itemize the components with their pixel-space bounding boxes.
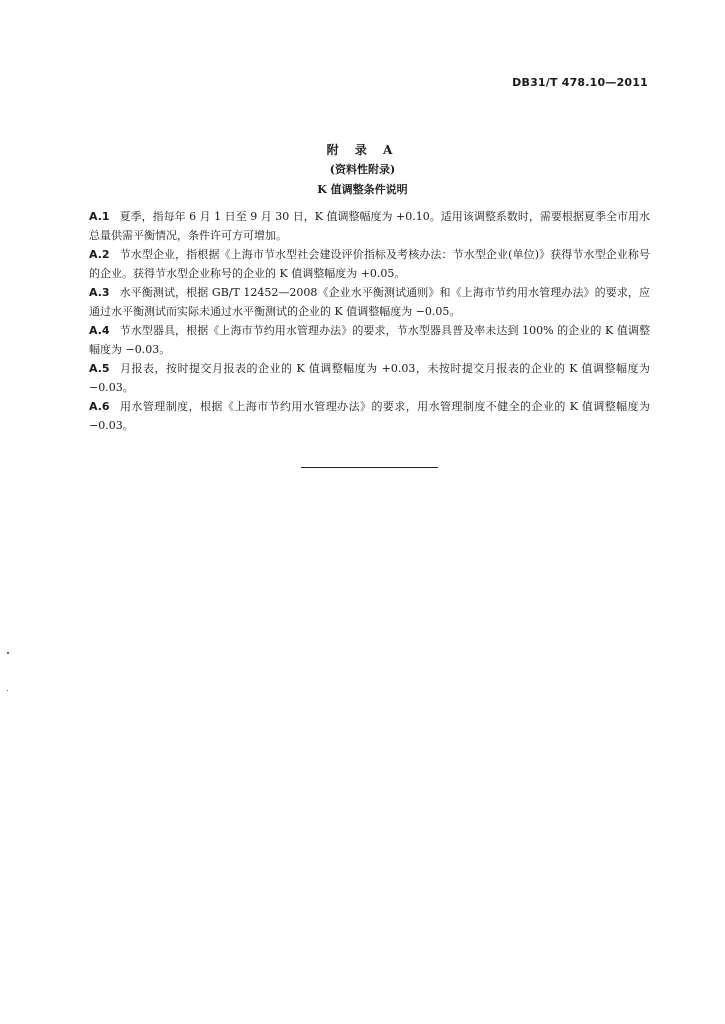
annex-title: 附 录 A [326,143,399,157]
clause-number: A.2 [89,248,110,261]
clause-number: A.4 [89,324,110,337]
clause-text: 节水型企业，指根据《上海市节水型社会建设评价指标及考核办法：节水型企业(单位)》获得节水型企业称号的企业。获得节水型企业称号的企业的 K 值调整幅度为 +0.05。 [89,248,650,280]
clause-a3 [89,283,650,321]
clause-number: A.6 [89,400,110,413]
clause-number: A.3 [89,286,110,299]
clause-text: 用水管理制度，根据《上海市节约用水管理办法》的要求，用水管理制度不健全的企业的 K 值调整幅度为 −0.03。 [89,400,650,432]
clause-a1 [89,207,650,245]
annex-subject: K 值调整条件说明 [317,183,408,196]
clause-text: 水平衡测试，根据 GB/T 12452—2008《企业水平衡测试通则》和《上海市节约用水管理办法》的要求，应通过水平衡测试而实际未通过水平衡测试的企业的 K 值调整幅度为 −0.05。 [89,286,651,318]
end-of-annex-rule [301,467,438,468]
clause-number: A.1 [89,210,110,223]
clause-text: 节水型器具，根据《上海市节约用水管理办法》的要求，节水型器具普及率未达到 100% 的企业的 K 值调整幅度为 −0.03。 [89,324,650,356]
clause-text: 夏季，指每年 6 月 1 日至 9 月 30 日，K 值调整幅度为 +0.10。适用该调整系数时，需要根据夏季全市用水总量供需平衡情况，条件许可方可增加。 [89,210,650,242]
clause-number: A.5 [89,362,110,375]
annex-heading [0,140,725,200]
standard-code: DB31/T 478.10—2011 [512,76,648,89]
clause-a2 [89,245,650,283]
scan-speck [7,652,9,654]
scan-speck [7,690,8,691]
clause-list [89,207,650,435]
clause-text: 月报表，按时提交月报表的企业的 K 值调整幅度为 +0.03，未按时提交月报表的企业的 K 值调整幅度为 −0.03。 [89,362,650,394]
clause-a4 [89,321,650,359]
clause-a6 [89,397,650,435]
clause-a5 [89,359,650,397]
annex-type: (资料性附录) [329,163,396,176]
